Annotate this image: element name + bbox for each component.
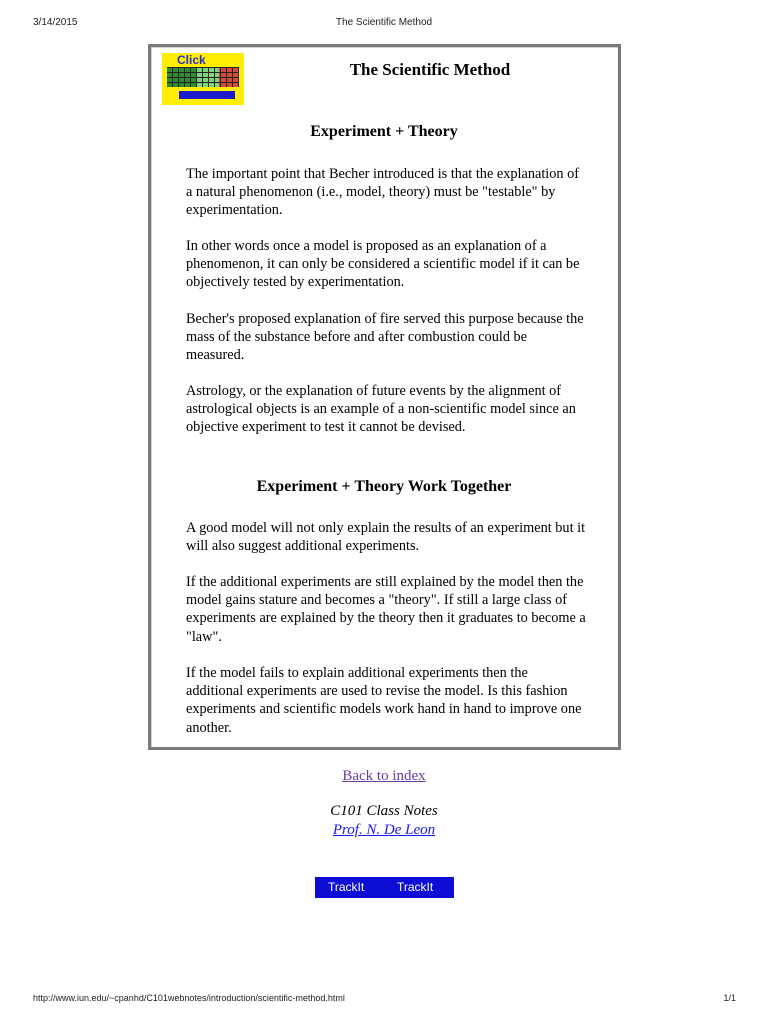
- paragraph: A good model will not only explain the results of an experiment but it will also suggest additional experiments.: [186, 520, 586, 555]
- logo-click-label: Click: [177, 53, 206, 67]
- trackit-label: TrackIt: [328, 880, 365, 894]
- paragraph: Astrology, or the explanation of future events by the alignment of astrological objects is an example of a non-scientific model since an objective experiment to test it cannot be devised.: [186, 383, 576, 436]
- paragraph: In other words once a model is proposed as an explanation of a phenomenon, it can only be considered a scientific model if it can be objectively tested by experimentation.: [186, 238, 580, 291]
- section-heading-experiment-theory: Experiment + Theory: [310, 123, 458, 140]
- print-url: http://www.iun.edu/~cpanhd/C101webnotes/introduction/scientific-method.html: [33, 993, 345, 1003]
- back-to-index-row: [0, 768, 768, 785]
- back-to-index-link[interactable]: Back to index: [342, 768, 426, 784]
- prof-link[interactable]: Prof. N. De Leon: [332, 822, 436, 838]
- trackit-label: TrackIt: [397, 880, 434, 894]
- paragraph: Becher's proposed explanation of fire served this purpose because the mass of the substance before and after combustion could be measured.: [186, 311, 584, 364]
- paragraph: The important point that Becher introduced is that the explanation of a natural phenomenon (i.e., model, theory) must be "testable" by experimentation.: [186, 166, 580, 219]
- print-date: 3/14/2015: [33, 17, 78, 28]
- paragraph: If the additional experiments are still explained by the model then the model gains stature and becomes a "theory". If still a large class of experiments are explained by the theory then it graduates to become a "law".: [186, 574, 586, 645]
- print-title: The Scientific Method: [335, 17, 433, 28]
- print-page-number: 1/1: [723, 993, 736, 1003]
- logo-bar: [179, 91, 235, 99]
- periodic-table-icon: [167, 67, 239, 87]
- paragraph: If the model fails to explain additional experiments then the additional experiments are used to revise the model. Is this fashion experiments and scientific models work hand in hand to improve one another.: [186, 665, 582, 736]
- prof-row: [0, 822, 768, 839]
- periodic-table-logo[interactable]: [162, 53, 244, 105]
- page-title: The Scientific Method: [349, 60, 511, 79]
- class-notes-label: C101 Class Notes: [330, 803, 438, 819]
- trackit-badge[interactable]: [315, 877, 454, 898]
- section-heading-work-together: Experiment + Theory Work Together: [256, 478, 512, 495]
